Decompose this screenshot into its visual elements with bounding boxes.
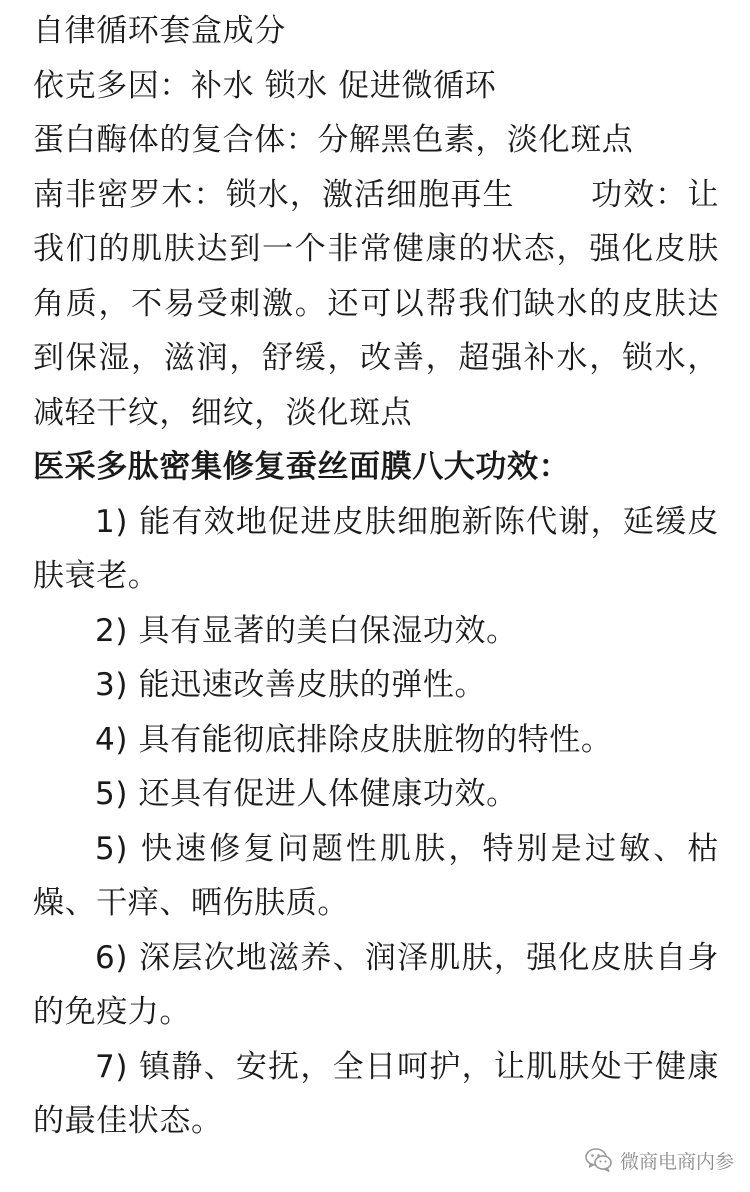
benefit-item: 7) 镇静、安抚，全日呵护，让肌肤处于健康的最佳状态。: [33, 1048, 719, 1139]
watermark: [584, 1143, 734, 1177]
ingredients-title: 自律循环套盒成分: [33, 13, 286, 49]
benefit-item: 2) 具有显著的美白保湿功效。: [95, 612, 518, 649]
benefit-item: 3) 能迅速改善皮肤的弹性。: [95, 667, 487, 703]
ingredient-item-myrothamnus-effect: 功效：让我们的肌肤达到一个非常健康的状态，强化皮肤角质，不易受刺激。还可以帮我们缺水的皮肤达到保湿，滋润，舒缓，改善，超强补水，锁水，减轻干纹，细纹，淡化斑点: [33, 176, 719, 431]
benefit-item: 6) 深层次地滋养、润泽肌肤，强化皮肤自身的免疫力。: [33, 939, 719, 1030]
benefit-item: 1) 能有效地促进皮肤细胞新陈代谢，延缓皮肤衰老。: [33, 503, 719, 594]
benefit-item: 5) 快速修复问题性肌肤，特别是过敏、枯燥、干痒、晒伤肤质。: [33, 830, 719, 921]
ingredient-item-myrothamnus: [33, 168, 719, 441]
benefit-item: 5) 还具有促进人体健康功效。: [95, 776, 518, 812]
article-body: [33, 4, 719, 1149]
wechat-official-account-icon: [584, 1145, 614, 1175]
watermark-text: 微商电商内参: [620, 1150, 735, 1173]
ingredient-item-myrothamnus-name: 南非密罗木：锁水，激活细胞再生: [33, 176, 515, 213]
ingredient-item-ectoin: 依克多因：补水 锁水 促进微循环: [33, 67, 497, 104]
ingredient-item-protease: 蛋白酶体的复合体：分解黑色素，淡化斑点: [33, 122, 634, 158]
mask-benefits-heading: 医采多肽密集修复蚕丝面膜八大功效：: [33, 449, 571, 485]
benefit-item: 4) 具有能彻底排除皮肤脏物的特性。: [95, 721, 613, 758]
